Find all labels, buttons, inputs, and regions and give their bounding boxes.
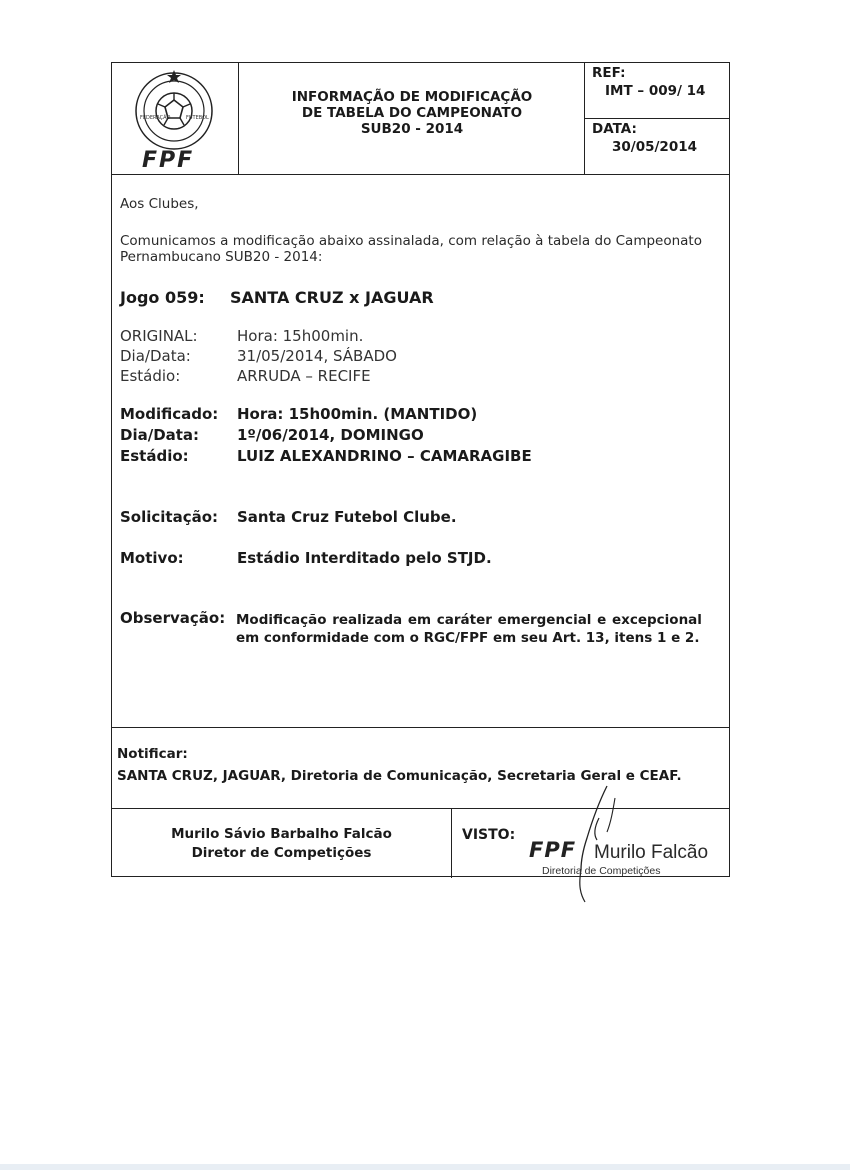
date-value: 30/05/2014 xyxy=(612,139,698,155)
logo-text: FPF xyxy=(142,148,195,171)
observation-line-1: Modificação realizada em caráter emergencial e excepcional xyxy=(236,612,702,628)
game-label: Jogo 059: xyxy=(120,288,205,307)
ref-divider xyxy=(585,118,730,119)
request-label: Solicitação: xyxy=(120,508,219,526)
logo-cell xyxy=(112,63,239,174)
svg-text:FEDERAÇÃO: FEDERAÇÃO xyxy=(140,115,171,121)
signer-name: Murilo Sávio Barbalho Falcão xyxy=(171,826,392,842)
observation-line-2: em conformidade com o RGC/FPF em seu Art. 13, itens 1 e 2. xyxy=(236,630,700,646)
intro-line-2: Pernambucano SUB20 - 2014: xyxy=(120,249,323,265)
title-line-3: SUB20 - 2014 xyxy=(360,121,464,137)
original-stadium-value: ARRUDA – RECIFE xyxy=(237,367,371,385)
ref-date-cell xyxy=(584,63,730,174)
modified-time-value: Hora: 15h00min. (MANTIDO) xyxy=(237,405,478,423)
signature-block xyxy=(112,825,451,863)
title-line-2: DE TABELA DO CAMPEONATO xyxy=(301,105,523,121)
modified-date-value: 1º/06/2014, DOMINGO xyxy=(237,426,424,444)
original-time-label: ORIGINAL: xyxy=(120,327,198,345)
original-date-value: 31/05/2014, SÁBADO xyxy=(237,347,397,365)
signature-column-divider xyxy=(451,808,452,878)
modified-stadium-value: LUIZ ALEXANDRINO – CAMARAGIBE xyxy=(237,447,532,465)
original-stadium-label: Estádio: xyxy=(120,367,181,385)
visto-label: VISTO: xyxy=(462,827,516,843)
reason-label: Motivo: xyxy=(120,549,184,567)
reason-value: Estádio Interditado pelo STJD. xyxy=(237,549,492,567)
signer-role: Diretor de Competições xyxy=(191,845,372,861)
game-value: SANTA CRUZ x JAGUAR xyxy=(230,288,434,307)
svg-text:FUTEBOL: FUTEBOL xyxy=(186,115,209,121)
fpf-logo xyxy=(126,67,222,171)
document-header xyxy=(112,63,729,175)
title-line-1: INFORMAÇÃO DE MODIFICAÇÃO xyxy=(291,89,533,105)
ref-label: REF: xyxy=(592,65,626,81)
stamp-role: Diretoria de Competições xyxy=(542,865,661,877)
notify-label: Notificar: xyxy=(117,746,188,762)
intro-line-1: Comunicamos a modificação abaixo assinalada, com relação à tabela do Campeonato xyxy=(120,233,702,249)
original-time-value: Hora: 15h00min. xyxy=(237,327,364,345)
document-title xyxy=(239,89,585,137)
stamp-logo: FPF xyxy=(529,838,577,862)
original-date-label: Dia/Data: xyxy=(120,347,191,365)
ref-value: IMT – 009/ 14 xyxy=(605,83,706,99)
modified-time-label: Modificado: xyxy=(120,405,219,423)
section-divider xyxy=(112,727,729,728)
document-frame xyxy=(111,62,730,877)
scan-edge xyxy=(0,1164,850,1170)
stamp-name: Murilo Falcão xyxy=(594,842,709,863)
notify-value: SANTA CRUZ, JAGUAR, Diretoria de Comunicação, Secretaria Geral e CEAF. xyxy=(117,768,682,784)
request-value: Santa Cruz Futebol Clube. xyxy=(237,508,457,526)
greeting: Aos Clubes, xyxy=(120,196,199,212)
modified-date-label: Dia/Data: xyxy=(120,426,200,444)
date-label: DATA: xyxy=(592,121,637,137)
modified-stadium-label: Estádio: xyxy=(120,447,189,465)
observation-label: Observação: xyxy=(120,609,226,627)
